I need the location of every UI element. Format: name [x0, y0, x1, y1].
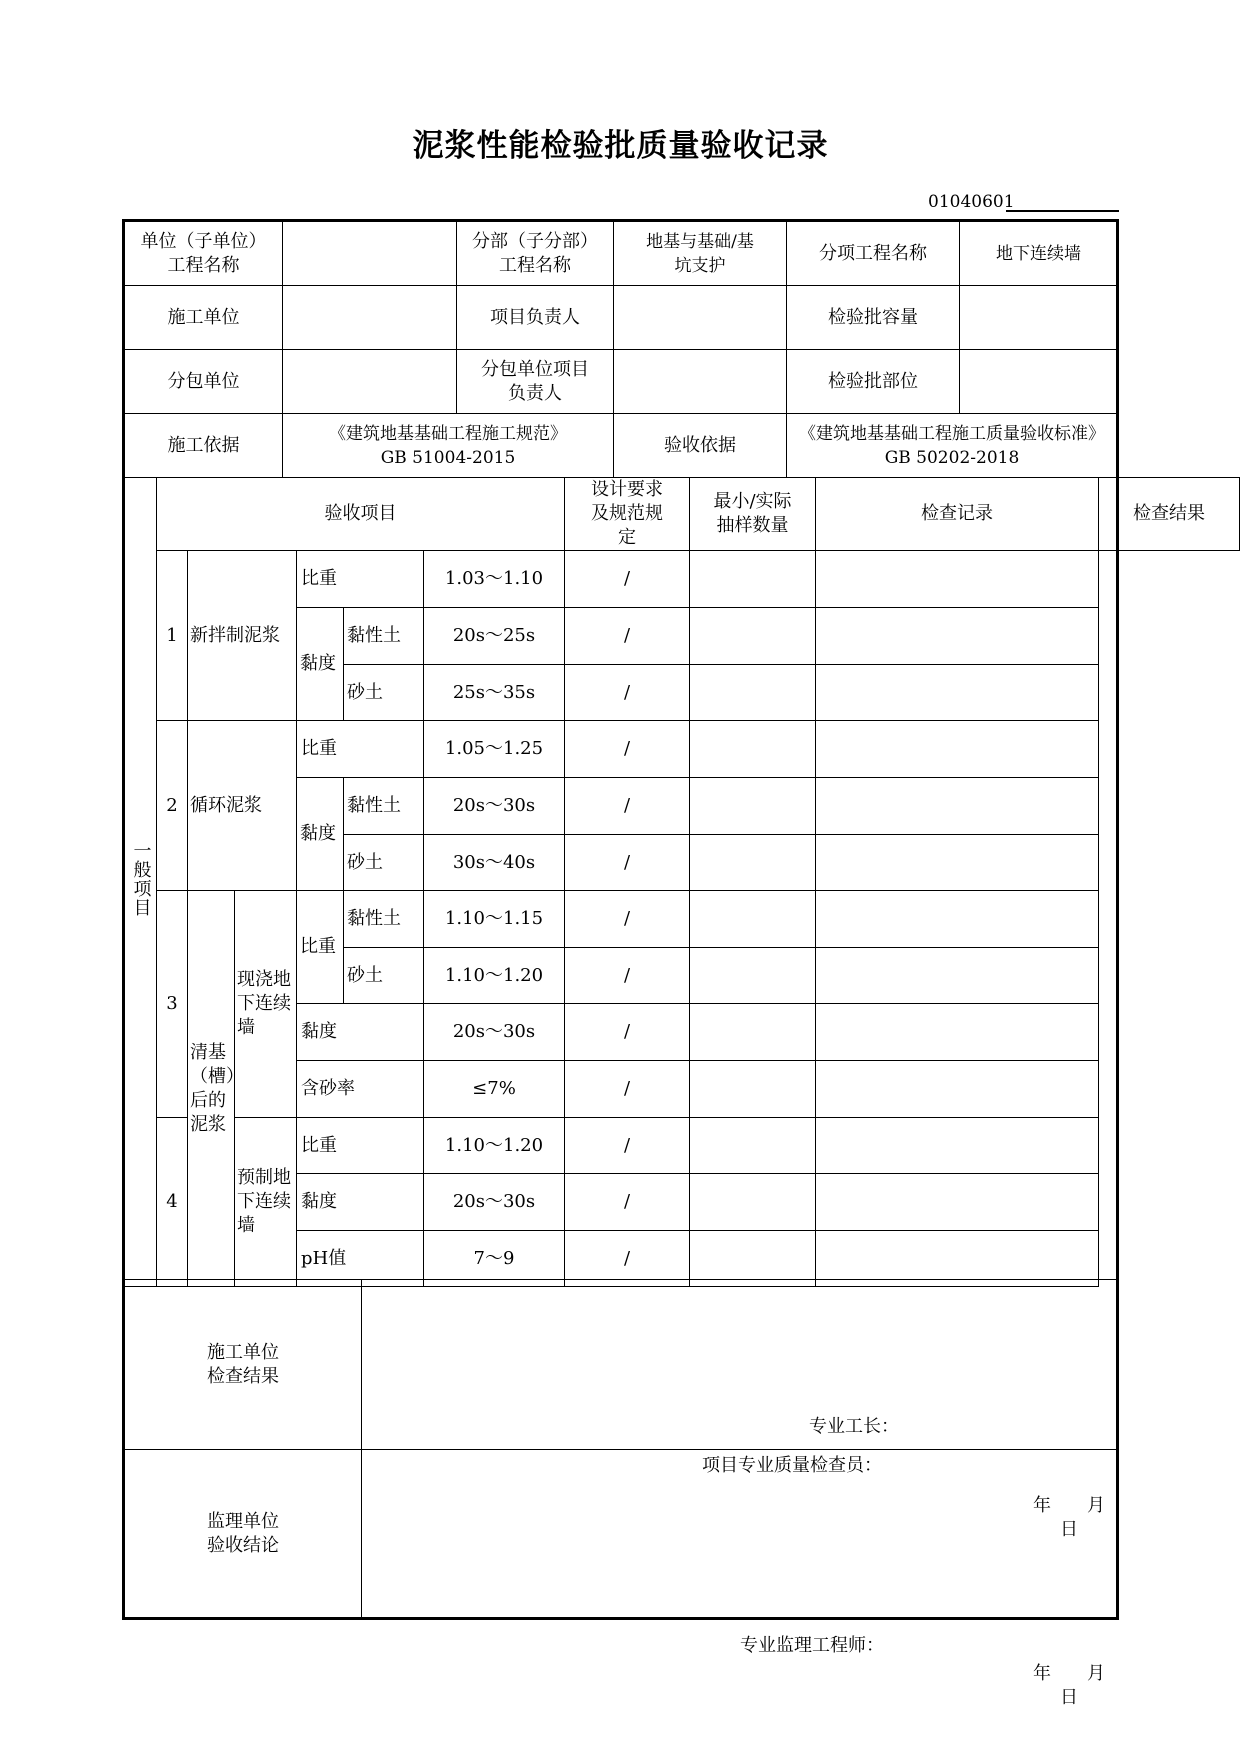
r1-sample: /	[565, 551, 690, 608]
capacity-label: 检验批容量	[787, 286, 960, 350]
r11-record[interactable]	[690, 1118, 816, 1174]
r7-sample: /	[565, 891, 690, 948]
r6-sample: /	[565, 835, 690, 891]
r7-group: 比重	[297, 891, 344, 1004]
r9-value: 20s～30s	[424, 1004, 565, 1061]
r12-record[interactable]	[690, 1174, 816, 1231]
r7-value: 1.10～1.15	[424, 891, 565, 948]
g4-no: 4	[157, 1118, 188, 1287]
r11-item: 比重	[297, 1118, 424, 1174]
r7-record[interactable]	[690, 891, 816, 948]
unit-value[interactable]	[283, 222, 457, 286]
g2-no: 2	[157, 721, 188, 891]
r12-result[interactable]	[816, 1174, 1099, 1231]
r7-result[interactable]	[816, 891, 1099, 948]
sub-label: 分包单位	[125, 350, 283, 414]
col-design: 设计要求及规范规定	[565, 478, 690, 551]
r4-record[interactable]	[690, 721, 816, 778]
acceptance-basis-value: 《建筑地基基础工程施工质量验收标准》GB 50202-2018	[787, 414, 1118, 478]
r4-result[interactable]	[816, 721, 1099, 778]
foreman-label: 专业工长：	[809, 1415, 899, 1437]
location-label: 检验批部位	[787, 350, 960, 414]
col-sample: 最小/实际抽样数量	[690, 478, 816, 551]
r13-value: 7～9	[424, 1231, 565, 1287]
r11-value: 1.10～1.20	[424, 1118, 565, 1174]
r13-item: pH值	[297, 1231, 424, 1287]
r8-item: 砂土	[344, 948, 424, 1004]
r13-sample: /	[565, 1231, 690, 1287]
r8-result[interactable]	[816, 948, 1099, 1004]
r5-result[interactable]	[816, 778, 1099, 835]
r12-sample: /	[565, 1174, 690, 1231]
acceptance-basis-label: 验收依据	[614, 414, 787, 478]
r6-record[interactable]	[690, 835, 816, 891]
engineer-label: 专业监理工程师：	[740, 1635, 884, 1656]
g3-no: 3	[157, 891, 188, 1118]
r8-record[interactable]	[690, 948, 816, 1004]
pm-label: 项目负责人	[457, 286, 614, 350]
col-item: 验收项目	[157, 478, 565, 551]
r6-value: 30s～40s	[424, 835, 565, 891]
subitem-value[interactable]: 地下连续墙	[960, 222, 1118, 286]
r6-item: 砂土	[344, 835, 424, 891]
r9-sample: /	[565, 1004, 690, 1061]
contractor-check-area[interactable]	[362, 1280, 1141, 1540]
r9-item: 黏度	[297, 1004, 424, 1061]
contractor-date: 年 月 日	[1033, 1494, 1141, 1540]
r1-record[interactable]	[690, 551, 816, 608]
r2-group: 黏度	[297, 608, 344, 721]
subitem-label: 分项工程名称	[787, 222, 960, 286]
r5-record[interactable]	[690, 778, 816, 835]
r2-sample: /	[565, 608, 690, 665]
form-title: 泥浆性能检验批质量验收记录	[412, 128, 829, 164]
r4-item: 比重	[297, 721, 424, 778]
g3-sub: 现浇地下连续墙	[235, 891, 297, 1118]
division-value[interactable]: 地基与基础/基坑支护	[614, 222, 787, 286]
r5-value: 20s～30s	[424, 778, 565, 835]
r10-value: ≤7%	[424, 1061, 565, 1118]
r10-result[interactable]	[816, 1061, 1099, 1118]
form-code: 01040601	[928, 192, 1015, 212]
r9-record[interactable]	[690, 1004, 816, 1061]
r1-result[interactable]	[816, 551, 1099, 608]
basis-value: 《建筑地基基础工程施工规范》GB 51004-2015	[283, 414, 614, 478]
inspector-label: 项目专业质量检查员：	[702, 1454, 882, 1476]
col-result: 检查结果	[1099, 478, 1240, 551]
supervisor-check-label: 监理单位验收结论	[125, 1450, 362, 1619]
r9-result[interactable]	[816, 1004, 1099, 1061]
r1-item: 比重	[297, 551, 424, 608]
r5-sample: /	[565, 778, 690, 835]
sub-pm-label: 分包单位项目负责人	[457, 350, 614, 414]
r3-record[interactable]	[690, 665, 816, 721]
r7-item: 黏性土	[344, 891, 424, 948]
r2-item: 黏性土	[344, 608, 424, 665]
supervisor-date: 年 月 日	[1033, 1663, 1141, 1708]
r11-result[interactable]	[816, 1118, 1099, 1174]
r2-result[interactable]	[816, 608, 1099, 665]
g1-no: 1	[157, 551, 188, 721]
r10-item: 含砂率	[297, 1061, 424, 1118]
r6-result[interactable]	[816, 835, 1099, 891]
r12-value: 20s～30s	[424, 1174, 565, 1231]
r12-item: 黏度	[297, 1174, 424, 1231]
r5-item: 黏性土	[344, 778, 424, 835]
unit-label: 单位（子单位）工程名称	[125, 222, 283, 286]
signatures-table	[124, 1279, 1141, 1708]
capacity-value[interactable]	[960, 286, 1118, 350]
g3-name: 清基（槽）后的泥浆	[188, 891, 235, 1287]
r3-sample: /	[565, 665, 690, 721]
items-table	[124, 477, 1240, 1287]
r8-value: 1.10～1.20	[424, 948, 565, 1004]
col-record: 检查记录	[816, 478, 1099, 551]
form-code-underline	[1006, 210, 1119, 212]
contractor-check-label: 施工单位检查结果	[125, 1280, 362, 1450]
g4-sub: 预制地下连续墙	[235, 1118, 297, 1287]
location-value[interactable]	[960, 350, 1118, 414]
r5-group: 黏度	[297, 778, 344, 891]
sub-value[interactable]	[283, 350, 457, 414]
r10-sample: /	[565, 1061, 690, 1118]
r1-value: 1.03～1.10	[424, 551, 565, 608]
general-items-label	[125, 478, 157, 1287]
general-items-text: 一般项目	[130, 840, 152, 917]
r3-value: 25s～35s	[424, 665, 565, 721]
r2-record[interactable]	[690, 608, 816, 665]
r4-sample: /	[565, 721, 690, 778]
r2-value: 20s～25s	[424, 608, 565, 665]
g2-name: 循环泥浆	[188, 721, 297, 891]
r10-record[interactable]	[690, 1061, 816, 1118]
r8-sample: /	[565, 948, 690, 1004]
sub-pm-value[interactable]	[614, 350, 787, 414]
contractor-label: 施工单位	[125, 286, 283, 350]
r4-value: 1.05～1.25	[424, 721, 565, 778]
r3-item: 砂土	[344, 665, 424, 721]
header-table	[124, 221, 1118, 478]
contractor-value[interactable]	[283, 286, 457, 350]
r3-result[interactable]	[816, 665, 1099, 721]
g1-name: 新拌制泥浆	[188, 551, 297, 721]
basis-label: 施工依据	[125, 414, 283, 478]
r11-sample: /	[565, 1118, 690, 1174]
division-label: 分部（子分部）工程名称	[457, 222, 614, 286]
pm-value[interactable]	[614, 286, 787, 350]
